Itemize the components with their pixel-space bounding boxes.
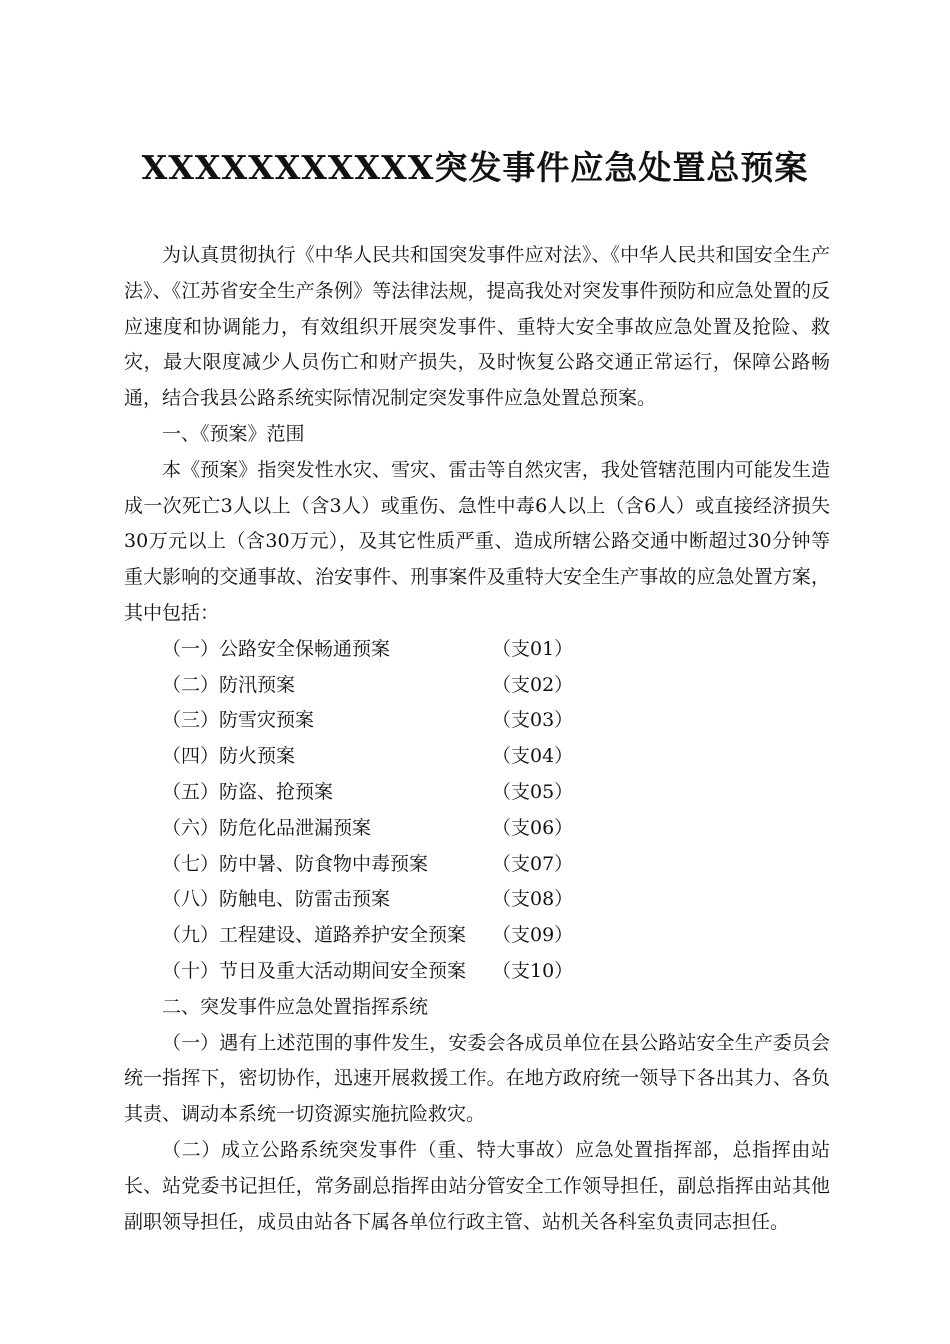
section-1-heading: 一、《预案》范围 — [162, 422, 305, 445]
plan-item-code: （支01） — [492, 637, 574, 660]
section-1-paragraph: 本《预案》指突发性水灾、雪灾、雷击等自然灾害，我处管辖范围内可能发生造成一次死亡3人以上（含3人）或重伤、急性中毒6人以上（含6人）或直接经济损失30万元以上（含30万元），及其它性质严重、造成所辖公路交通中断超过30分钟等重大影响的交通事故、治安事件、刑事案件及重特大安全生产事故的应急处置方案，其中包括： — [124, 458, 830, 624]
plan-item-name: （三）防雪灾预案 — [162, 709, 315, 732]
plan-item-code: （支03） — [492, 709, 574, 732]
section-2-heading: 二、突发事件应急处置指挥系统 — [162, 995, 429, 1018]
section-2-paragraph-2: （二）成立公路系统突发事件（重、特大事故）应急处置指挥部，总指挥由站长、站党委书记担任，常务副总指挥由站分管安全工作领导担任，副总指挥由站其他副职领导担任，成员由站各下属各单位行政主管、站机关各科室负责同志担任。 — [124, 1138, 830, 1233]
plan-list-item — [124, 775, 830, 811]
plan-list-item — [124, 811, 830, 847]
plan-item-code: （支10） — [492, 959, 574, 982]
plan-item-name: （二）防汛预案 — [162, 673, 296, 696]
plan-list-item — [124, 632, 830, 668]
plan-item-name: （一）公路安全保畅通预案 — [162, 637, 391, 660]
plan-list-item — [124, 882, 830, 918]
plan-item-code: （支06） — [492, 816, 574, 839]
plan-list-item — [124, 918, 830, 954]
plan-item-code: （支07） — [492, 852, 574, 875]
intro-paragraph: 为认真贯彻执行《中华人民共和国突发事件应对法》、《中华人民共和国安全生产法》、《江苏省安全生产条例》等法律法规，提高我处对突发事件预防和应急处置的反应速度和协调能力，有效组织开展突发事件、重特大安全事故应急处置及抢险、救灾，最大限度减少人员伤亡和财产损失，及时恢复公路交通正常运行，保障公路畅通，结合我县公路系统实际情况制定突发事件应急处置总预案。 — [124, 244, 830, 410]
plan-item-name: （九）工程建设、道路养护安全预案 — [162, 924, 467, 947]
plan-item-code: （支05） — [492, 780, 574, 803]
plan-item-code: （支08） — [492, 888, 574, 911]
document-title: XXXXXXXXXXX突发事件应急处置总预案 — [141, 148, 809, 187]
section-2-paragraph-1: （一）遇有上述范围的事件发生，安委会各成员单位在县公路站安全生产委员会统一指挥下，密切协作，迅速开展救援工作。在地方政府统一领导下各出其力、各负其责、调动本系统一切资源实施抗险救灾。 — [124, 1031, 830, 1126]
plan-item-name: （八）防触电、防雷击预案 — [162, 888, 391, 911]
document-body — [124, 238, 830, 1240]
plan-item-code: （支04） — [492, 745, 574, 768]
plan-list-item — [124, 739, 830, 775]
plan-list-item — [124, 847, 830, 883]
plan-item-code: （支09） — [492, 924, 574, 947]
plan-item-name: （七）防中暑、防食物中毒预案 — [162, 852, 429, 875]
plan-item-name: （四）防火预案 — [162, 745, 296, 768]
plan-list-item — [124, 703, 830, 739]
plan-item-name: （十）节日及重大活动期间安全预案 — [162, 959, 467, 982]
plan-item-name: （五）防盗、抢预案 — [162, 780, 334, 803]
plan-list-item — [124, 668, 830, 704]
plan-item-code: （支02） — [492, 673, 574, 696]
plan-list-item — [124, 954, 830, 990]
plan-list — [124, 632, 830, 990]
plan-item-name: （六）防危化品泄漏预案 — [162, 816, 372, 839]
